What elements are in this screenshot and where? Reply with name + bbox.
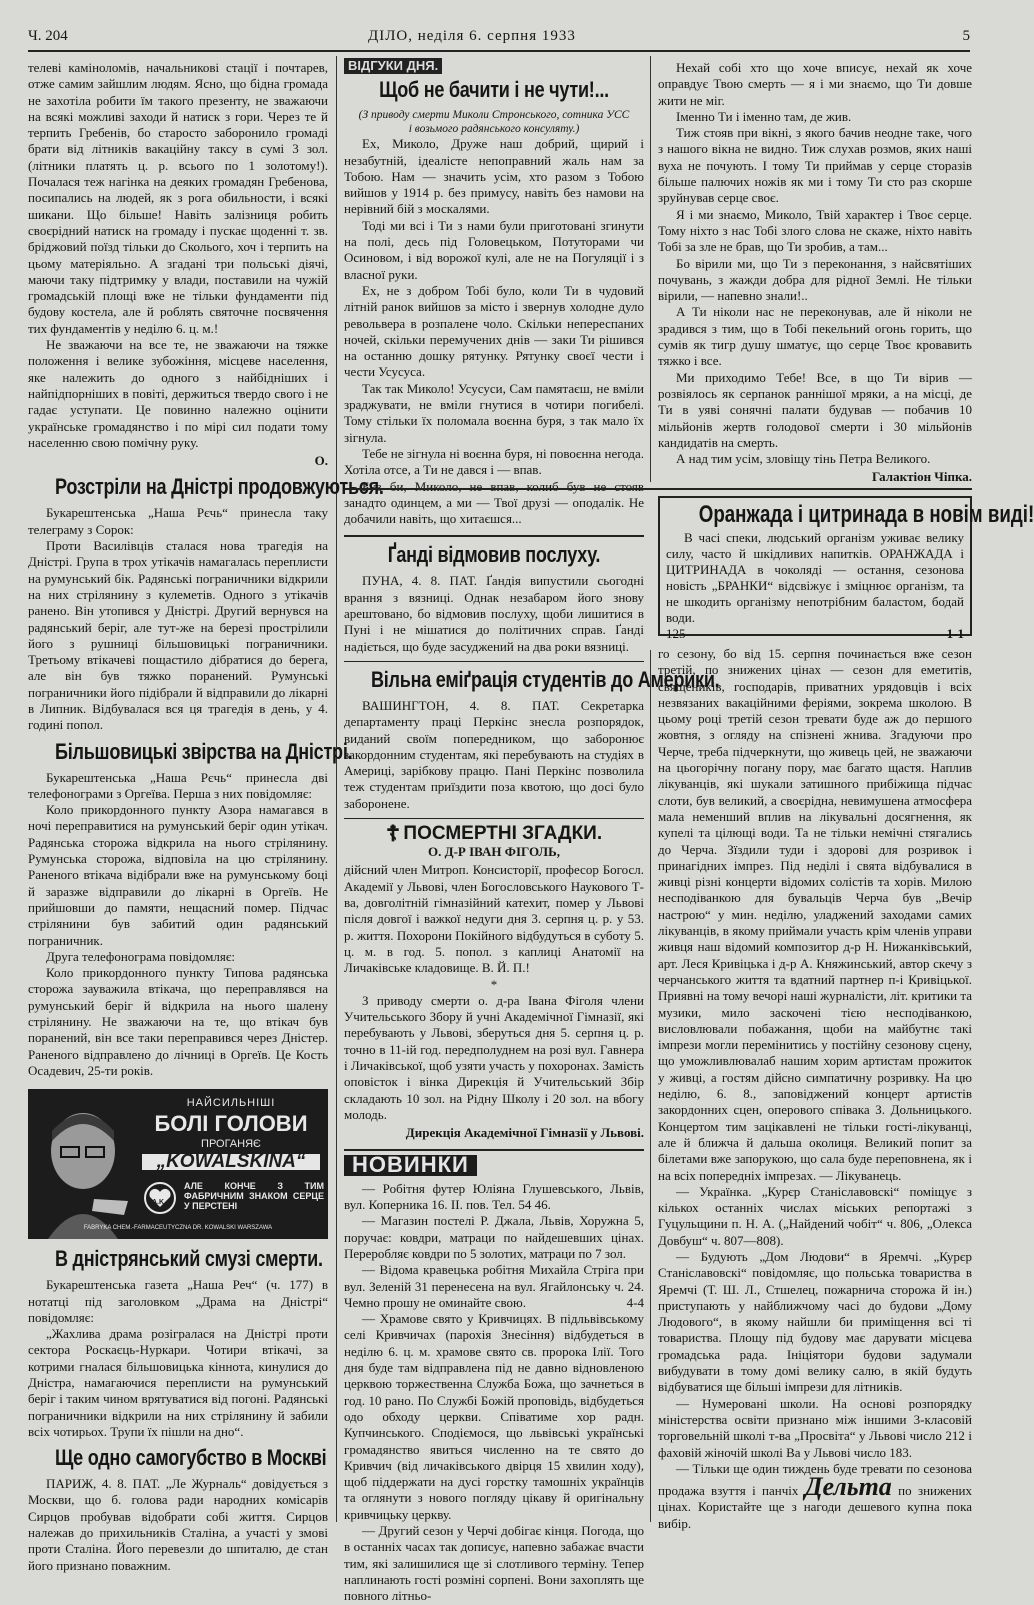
article-paragraph: Тиж стояв при вікні, з якого бачив неодне таке, чого з нашого вікна не видно. Тиж слухав розмов, яких наші вуха не почують. І тому Ти приймав у серце сторазів більше палючих ножів як ми і тому Ти сто раз скорше зруйнував серце своє. [658,125,972,206]
kowalskina-advertisement [28,1089,328,1239]
ad-mark: A.K. [152,1199,166,1207]
article-paragraph: „Жахлива драма розігралася на Дністрі проти сектора Роскаєць-Нуркари. Чотири втікачі, за котрими гналася більшовицька кіннота, кинулися до Дністра, намагаючися переплисти на румунський беріг і таким чином врятуватися від погоні. Радянські пограничники відкрили на них стрілянину й забили всіх чотирьох. Трупи їх пішли на дно“. [28,1326,328,1439]
ad-text: ПРОГАНЯЄ [201,1137,261,1150]
ad-headline: Оранжада і цитринада в новім виді! [698,501,1034,528]
article-paragraph: Тоді ми всі і Ти з нами були приготовані згинути на полі, десь під Головецьком, Потуторами чи Осиновом, і від ворожої кулі, але не на Погуляції і з власної руки. [344,217,644,282]
news-item: — Будують „Дом Людови“ в Яремчі. „Курєр Станіславовскі“ повідомляє, що польська товариства в Яремчі (Т. Ш. Л., Стшелец, пожарнича сторожа й ін.) приступають у найближчому часі до будови „Дому Людового“, в якому найшли би приміщення всі ті товариства. Площу під будову має дарувати місцева громадська рада. Ініціятори будови задумали вибудувати в тому домі велику салю, в якій будуть відбуватися ще більші імпрези для літників. [658,1248,972,1395]
continued-article-text: телеві каміноломів, начальникові стації і почтарев, отже самим зайшлим людям. Ясно, що бідна громада не захотіла робити їм такого презенту, не зважаючи на всякі можливі заходи й натиск з гори. Через те й терпить Гребенів, бо старосто заборонило громаді брати від літників вакаційну таксу в сумі 3 зол. (літники платять ц. р. всього по 1 золотому!). Почалася теж нагінка на деяких громадян Гребенова, посипались на людей, як з рога обильности, і всякі шикани. Що більше! Навіть залізниця робить своєрідний натиск на громаду і пускає щоденні т. зв. бріджовий поїзд тільки до Сколього, хоч і терпить на цьому матеріяльно. А згадані три польські діячі, маючи таку підтримку у влади, поставили на чужій громадській площі вже не тільки фундаменти під будову костела, але й роблять святочне посвячення тих фундаментів у неділю 6. ц. м.! [28,60,328,336]
article-paragraph: Коло прикордонного пункту Типова радянська сторожа зауважила втікача, що переправлявся на румунський беріг й відкрила на нього шалену стрілянину. Не зважаючи на те, що втікач був поранений, він все таки переправився через Дністер. Раненого відправлено до лічниці в Оргеїв. Це Кость Осадевич, 25-ти років. [28,965,328,1078]
news-item-text: — Тільки ще один тиждень буде тревати по сезонова продажа взуття і панчіх [658,1460,972,1499]
news-item: — Нумеровані школи. На основі розпорядку міністерства освіти признано між іншими 3-класовій торговельній школі т-ва „Просвіта“ у Львові число 212 і фаховій жіночій школі Ва у Львові число 183. [658,1395,972,1460]
column-divider [336,56,337,1522]
article-paragraph: го сезону, бо від 15. серпня починається вже сезон третій, по знижених цінах — сезон для еметитів, священиків, господарів, приватних урядовців і всіх незвязаних вакаційними феріями, зокрема школою. В цьому році третій сезон тревати буде аж до першого жовтня, з огляду на спізнені жнива. Згадуючи про Черче, треба підчеркнути, що живець цей, не зважаючи на цьогорічну погану пору, має багато щастя. Наплив лікуванців, які шукали затишного прибіжища підчас слоти, був великий, а своєрідна, невимушена атмосфера мала неменший вплив на лікувальні досягнення, як купелі та цілющі води. Та не тільки немічні стягались до Черча. Зїздили туди і здорові для розривок і принагідних імпрез. Під неділі і свята відбувалися в живці різні концерти відомих солістів та хорів. Милою несподіванкою для бувальців Черча був „Вечір настрою“ у мин. неділю, уладжений заходами самих лікуванців, в якому приймали участь крім членів управи живця наш відомий композитор д-р Н. Нижанківський, арт. Леся Кривіцька і д-р А. Княжинський, автор скечу з черчанського життя та вдатний партнер п-і Кривіцької. Приявні на тому вечорі наші журналісти, літ. критики та музики, мило заскочені тією несподіванкою, висловлювали побажання, щоби на майбутнє такі імпрези могли перемінитись у постійну сезонову сцену, що уможливлювалаб нашим хорим артистам прожиток у живці, а гостям дійсно симпатичну розривку. На цю неділю, 6. 8., заповіджений концерт артистів закордонних сцен, оперового співака З. Дольницького. Концертом тим зацікавлені не тільки гості-лікуванці, але й ближча й дальша околиця. Великий попит за білетами вже запорукою, що сала буде переповнена, як і на всіх попередніх імпрезах. — Лікуванець. [658,646,972,1183]
page-number: 5 [962,28,970,44]
ad-footer: FABRYKA CHEM.-FARMACEUTYCZNA DR. KOWALSKI WARSZAWA [83,1224,273,1231]
headline-bolshevik-atrocities: Більшовицькі звірства на Дністрі. [55,738,353,764]
article-paragraph: Ех, Миколо, Друже наш добрий, щирий і незабутній, ідеалісте непоправний жаль нам за Тобою. Нам — значить усім, хто разом з Тобою вийшов у 1914 р. без примусу, навіть без намови на нерівний бій з москалями. [344,136,644,217]
news-item: — Магазин постелі Р. Джала, Львів, Хоружна 5, поручає: ковдри, матраци по найдешевших цінах. Переробляє ковдри по 5 золотих, матраци по 7 зол. [344,1213,644,1261]
article-signature: Галактіон Чіпка. [872,469,972,485]
article-signature: О. [314,453,328,469]
news-item-text: — Відома кравецька робітня Михайла Стріга при вул. Зеленій 31 перенесена на вул. Ягайлонську ч. 24. Чемно прошу не оминайте свою. [344,1262,644,1310]
section-rule [344,818,644,819]
man-portrait-illustration [28,1089,138,1239]
article-paragraph: Коло прикордонного пункту Азора намагався в ночі переправитися на румунський беріг один утікач. Радянська сторожа відкрила на нього стрілянину. Румунська сторожа, відповіла на цю стрілянину. Раненого втікача відібрали вже на румунському боці й заразже відправили до лікарні в Оргеїв. Не прийшовши до памяти, нещасний помер. Підчас стрілянини був забитий один радянський пограничник. [28,802,328,948]
article-paragraph: Ех, не з добром Тобі було, коли Ти в чудовий літній ранок вийшов за місто і звернув холодне дуло револьвера в розпалене чоло. Скільки непереспаних ночей, скільки перемучених днів — заки Ти рішився на останню дошку рятунку. Рятунку своєї чести і чести Усусуса. [344,282,644,380]
article-paragraph: Бо вірили ми, що Ти з переконання, з найсвятіших почувань, з жажди добра для рідної Землі. Не тільки вірили, — напевно знали!.. [658,255,972,304]
ad-text: АЛЕ КОНЧЕ З ТИМ ФАБРИЧНИМ ЗНАКОМ СЕРЦЕ У ПЕРСТЕНІ [184,1181,324,1212]
article-paragraph: А Ти ніколи нас не переконував, але й ніколи не зрадився з тим, що в Тобі пекельний огонь горить, що сумів як тигр душу шматує, що серце Твоє кровавить тяжко і все. [658,304,972,369]
news-item: — Храмове свято у Кривчицях. В підльвівському селі Кривчичах (парохія Знесіння) відбудеться в неділю 6. ц. м. храмове свято св. пророка Ілії. Того дня буде там відправлена під не давно відновленою церквою торжественна Служба Божа, що зачнеться в год. 10 рано. По Службі Божій проповідь, відбудеться одо обходу церкви. Співатиме хор радн. Купчинського. Сподіємося, що львівські українські громадянство явиться численно на те свято до Кривчич (від личаківського двірця 15 хвилин ходу), щоб піддержати на дусі горстку тамошніх українців та оглянути з нового погляду цікаву й оригінальну кривчицьку церкву. [344,1311,644,1522]
article-subtitle: (З приводу смерти Миколи Стронського, сотника УСС і возьмого радянського консуляту.) [358,109,630,136]
headline-not-see-not-hear: Щоб не бачити і не чути!... [379,77,609,103]
news-item-code: 4-4 [626,1294,644,1310]
column-3-bottom [658,646,972,1536]
news-item: — Українка. „Курєр Станіславовскі“ поміщує з кількох останніх числах міських репортажі з Гуцульщини п. Н. А. („Найдений чобіт“ ч. 806, „Олекса Довбуш“ ч. 807—808). [658,1183,972,1248]
section-rule [344,661,644,662]
news-item: — Робітня футер Юліяна Глушевського, Львів, вул. Коперника 16. II. пов. Тел. 54 46. [344,1180,644,1213]
news-item-text: по знижених цінах. Користайте ще з нагоди дешевого купна пока вибір. [658,1483,972,1531]
article-paragraph: Букарештенська „Наша Рєчь“ принесла дві телефонограми з Оргеїва. Перша з них повідомляє: [28,769,328,801]
article-paragraph: Друга телефонограма повідомляє: [46,948,236,964]
headline-gandhi: Ґанді відмовив послуху. [387,542,601,568]
header-rule [28,50,970,52]
column-1 [28,60,384,1573]
article-paragraph: Нехай собі хто що хоче вписує, нехай як хоче оправдує Твою смерть — я і ми знаємо, що Ти довше жити не міг. [658,60,972,108]
section-rule [344,535,644,537]
delta-logo: Дельта [804,1472,892,1502]
column-divider [650,650,651,1522]
obituary-name: О. Д-Р ІВАН ФІГОЛЬ, [428,844,560,860]
article-paragraph: А над тим усім, зловіщу тінь Петра Великого. [676,451,931,467]
article-paragraph: ПАРИЖ, 4. 8. ПАТ. „Ле Журналь“ довідується з Москви, що б. голова ради народних комісарів Сирцов пробував відобрати собі життя. Сирцов належав до прихильників Сталіна, а участі у змові проти Сталіна. Його перевезли до шпиталю, де стан його признано поважним. [28,1476,328,1573]
ad-ref: 125 [666,626,686,641]
issue-number: Ч. 204 [28,28,68,44]
article-paragraph: Букарештенська „Наша Рєчь“ принесла таку телеграму з Сорок: [28,505,328,537]
article-paragraph: ПУНА, 4. 8. ПАТ. Ґандія випустили сьогодні врання з вязниці. Однак незабаром його знову арештовано, бо відмовив послуху, щоби лишитися в Пуні і не мішатися до політичних справ. Ґанді надіється, що буде засуджений на два роки вязниці. [344,573,644,654]
masthead-date: ДІЛО, неділя 6. серпня 1933 [368,28,576,44]
ad-text: В часі спеки, людський організм уживає велику силу, часто й шкідливих напитків. ОРАНЖАДА і ЦИТРИНАДА в чоколяді — остання, сезонова новість „БРАНКИ“ відсвіжує і зміцнює організм, та не шкодить організму непотрібним баластом, бодай води. [666,530,964,625]
page-header [28,28,970,52]
article-signature: Дирекція Академічної Гімназії у Львові. [405,1125,644,1141]
article-paragraph: Був би, Миколо, не впав, колиб був не стояв занадто одинцем, а ми — Твої друзі — оподалік. Не добачили навіть, що хитаєшся... [344,478,644,527]
article-paragraph: Так так Миколо! Усусуси, Сам памятаєш, не вміли зраджувати, не вміли гнутися в чотири погибелі. Тому стільки їх поломала воєнна буря, з так мало їх зігнула. [344,380,644,445]
article-paragraph: З приводу смерти о. д-ра Івана Фіголя члени Учительського Збору й учні Академічної Гімназії, які перебувають у Львові, зберуться дня 5. серпня ц. р. точно в 11-ій год. передполуднем на розі вул. Гавнера і Личаківської, щоб узяти участь у похоронах. Замість оповісток і вінка Дирекція й Учительський Збір складають 10 зол. на Рідну Школу і 20 зол. на вбогу молодь. [344,992,644,1122]
ad-text: НАЙСИЛЬНІШІ [186,1097,276,1110]
section-news-heading: НОВИНКИ [344,1155,477,1175]
news-item: — Другий сезон у Черчі добігає кінця. Погода, що в останніх часах так дописує, напевно забажає вчасти тим, які залишилися ще зі слотливого терміну. Тепер наплинають гості розміні сорпені. Вони захоплять ще повного літньо- [344,1523,644,1604]
section-rule [344,1149,644,1151]
article-paragraph: Ми приходимо Тебе! Все, в що Ти вірив — розвіялось як серпанок раннішої мряки, а на місці, де Ти в уяві сонячні палати будував — побачив 10 мільйонів жертв голодової смерти і 30 мільйонів кандидатів на смерть. [658,369,972,450]
news-item [658,1461,972,1532]
ad-code: 1-1 [946,626,964,641]
orangeade-advertisement [658,496,1034,641]
cross-icon: ☦ [385,820,401,846]
headline-death-zone: В дністрянський смузі смерти. [55,1246,323,1272]
ad-brand: „KOWALSKINA“ [142,1154,320,1170]
headline-suicide-moscow: Ще одно самогубство в Москві [55,1445,327,1471]
rubric-label: ВІДГУКИ ДНЯ. [344,58,442,74]
ad-headline: БОЛІ ГОЛОВИ [154,1110,308,1136]
continued-article-text: Не зважаючи на все те, не зважаючи на тяжке положення і велике зубожіння, місцеве населення, яке належить до одного з найбідніших і найпідпорніших в повіті, держиться твердо свого і не гадає уступати. Це повинно належно оцінити українське громадянство і по мірі сил подати тому населенню свою помічну руку. [28,337,328,450]
article-paragraph: ВАШИНГТОН, 4. 8. ПАТ. Секретарка департаменту праці Перкінс знесла розпорядок, виданий своїм попередником, що заборонює закордонним студентам, які перебувають на студіях в Америці, зарібкову працю. Пані Перкінс позволила теж студентам приїздити поза квотою, що досі було заборонене. [344,697,644,811]
section-rule [344,488,972,490]
headline-obituaries: ПОСМЕРТНІ ЗГАДКИ. [403,822,603,844]
column-divider [650,56,651,482]
headline-shootings-dniester: Розстріли на Дністрі продовжуються. [55,474,384,500]
article-paragraph: Тебе не зігнула ні воєнна буря, ні повоєнна негода. Хотіла отсе, а Ти не дався і — впав. [344,445,644,478]
article-paragraph: Я і ми знаємо, Миколо, Твій характер і Твоє серце. Тому ніхто з нас Тобі злого слова не скаже, ніхто навіть Тобі за зле не брав, що Ти зробив, а там... [658,206,972,255]
article-paragraph: Іменно Ти і іменно там, де жив. [676,108,852,124]
article-paragraph: Проти Василівців сталася нова трагедія на Дністрі. Група в трох утікачів намагалась переплисти на румунський бік. Радянські пограничники відкрили на них стрілянину з кулеметів. Одного з утікачів ранено. Він утопився у Дністрі. Другий вернувся на радянський беріг, але тут-же на березі прострілили його з рушниці більшовицькі пограничники. Третьому втікачеві пощастило дібратися до берега, але він був тяжко поранений. Румунські пограничники його підібрали й відправили до лікарні в Липник. Відбувалася вся ця трагедія в день, у 4. годині попол. [28,538,328,733]
article-paragraph: дійсний член Митроп. Консисторії, професор Богосл. Академії у Львові, член Богословського Наукового Т-ва, довголітній гімназійний катехит, помер у Львові після довгої і важкої недуги дня 3. серпня ц. р. у 53. р. життя. Похорони Покійного відбудуться в суботу 5. ц. м. в год. 5. попол. з каплиці Анатомії на Личаківське кладовище. В. Й. П.! [344,862,644,976]
headline-student-emigration: Вільна еміґрація студентів до Америки. [371,666,720,692]
article-paragraph: Букарештенська газета „Наша Реч“ (ч. 177) в нотатці під заголовком „Драма на Дністрі“ повідомляє: [28,1277,328,1325]
news-item [344,1262,644,1311]
separator-star: * [490,976,498,992]
column-3-top [658,60,972,485]
